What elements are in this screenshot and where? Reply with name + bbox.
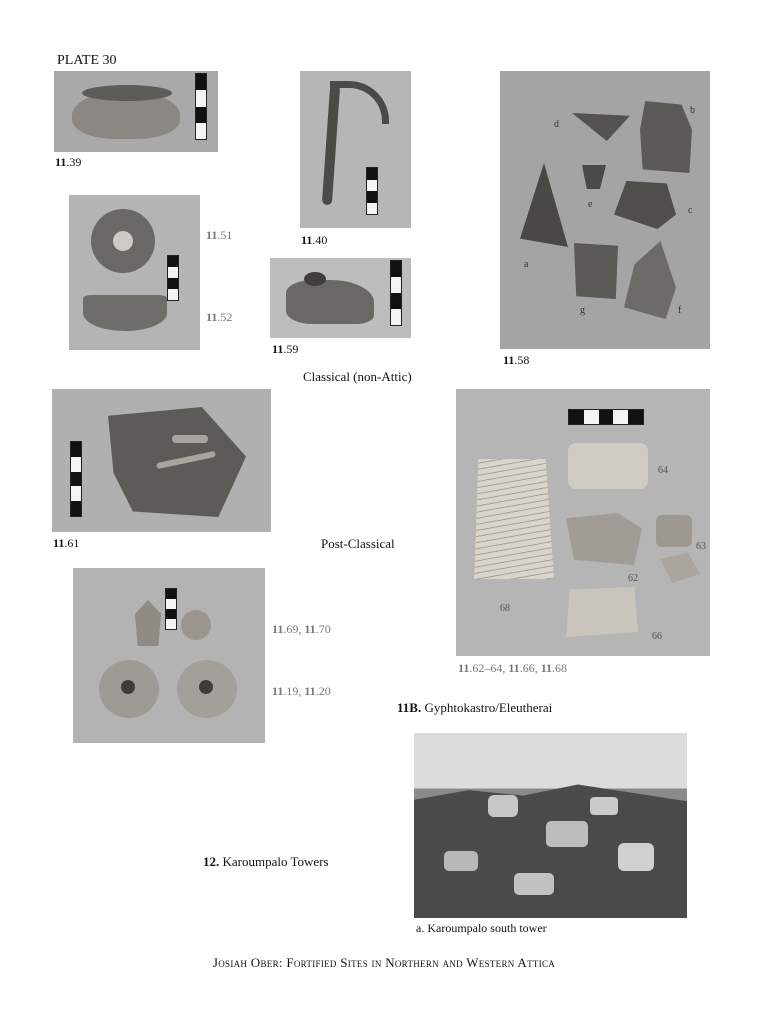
- small-whorl: [181, 610, 211, 640]
- sherd-c: [614, 181, 676, 229]
- sherd-68: [470, 459, 554, 579]
- caption-11-61: 11.61: [53, 536, 80, 550]
- stone: [546, 821, 588, 847]
- caption-11-40: 11.40: [301, 233, 328, 247]
- stone: [590, 797, 618, 815]
- heading-12: 12. Karoumpalo Towers: [203, 854, 329, 869]
- fragment-letter: f: [678, 305, 682, 316]
- fragment-letter: d: [554, 119, 559, 130]
- photo-11-59: [270, 258, 411, 338]
- caption-11-58: 11.58: [503, 353, 530, 367]
- heading-11b: 11B. Gyphtokastro/Eleutherai: [397, 700, 553, 715]
- fragment-number: 62: [628, 573, 638, 584]
- sherd-66: [566, 587, 638, 637]
- sherd-e: [582, 165, 606, 189]
- photo-11-51-52: [69, 195, 200, 350]
- stone: [514, 873, 554, 895]
- photo-11-58: [500, 71, 710, 349]
- handle-shape: [330, 81, 389, 124]
- caption-karoumpalo-south-tower: a. Karoumpalo south tower: [416, 921, 547, 935]
- whorl-hole: [113, 231, 133, 251]
- scale-bar: [390, 260, 402, 326]
- whorl-hole: [199, 680, 213, 694]
- sherd-63b: [660, 553, 700, 583]
- caption-11-39: 11.39: [55, 155, 82, 169]
- fragment-letter: e: [588, 199, 593, 210]
- fragment-number: 66: [652, 631, 662, 642]
- sherd-shape: [82, 85, 172, 101]
- scale-bar: [167, 255, 179, 301]
- scale-bar: [568, 409, 644, 425]
- stone: [488, 795, 518, 817]
- sherd-d: [572, 113, 630, 141]
- scale-bar: [366, 167, 378, 215]
- whorl-hole: [121, 680, 135, 694]
- sherd-63: [656, 515, 692, 547]
- caption-11-52: 11.52: [206, 310, 233, 324]
- heading-classical: Classical (non-Attic): [303, 369, 412, 384]
- caption-11-69-70: 11.69, 11.70: [272, 622, 331, 636]
- lamp-fragment: [83, 295, 167, 331]
- caption-11-51: 11.51: [206, 228, 233, 242]
- fragment-letter: a: [524, 259, 529, 270]
- page-footer: Josiah Ober: Fortified Sites in Northern and Western Attica: [212, 955, 556, 970]
- photo-11-61: [52, 389, 271, 532]
- fragment-number: 63: [696, 541, 706, 552]
- photo-11-40: [300, 71, 411, 228]
- sherd-f: [624, 241, 676, 319]
- lamp-opening: [304, 272, 326, 286]
- fragment-letter: c: [688, 205, 693, 216]
- photo-11-69-20: [73, 568, 265, 743]
- caption-11-62-68: 11.62–64, 11.66, 11.68: [458, 661, 568, 675]
- photo-11-39: [54, 71, 218, 152]
- sherd-64: [568, 443, 648, 489]
- scale-bar: [165, 588, 177, 630]
- heading-post-classical: Post-Classical: [321, 536, 395, 551]
- fragment-number: 64: [658, 465, 668, 476]
- sherd-62: [562, 513, 642, 565]
- photo-11-62-68: [456, 389, 710, 656]
- sherd-a: [520, 163, 568, 247]
- scale-bar: [70, 441, 82, 517]
- pendant: [135, 600, 161, 646]
- scale-bar: [195, 73, 207, 140]
- fragment-letter: g: [580, 305, 585, 316]
- lamp-shape: [286, 280, 374, 324]
- caption-11-59: 11.59: [272, 342, 299, 356]
- stone: [444, 851, 478, 871]
- sherd-decoration: [172, 435, 208, 443]
- stone: [618, 843, 654, 871]
- sherd-g: [574, 243, 618, 299]
- plate-title: PLATE 30: [57, 53, 117, 68]
- fragment-letter: b: [690, 105, 695, 116]
- sherd-b: [640, 101, 692, 173]
- fragment-number: 68: [500, 603, 510, 614]
- photo-karoumpalo-south-tower: [414, 733, 687, 918]
- caption-11-19-20: 11.19, 11.20: [272, 684, 331, 698]
